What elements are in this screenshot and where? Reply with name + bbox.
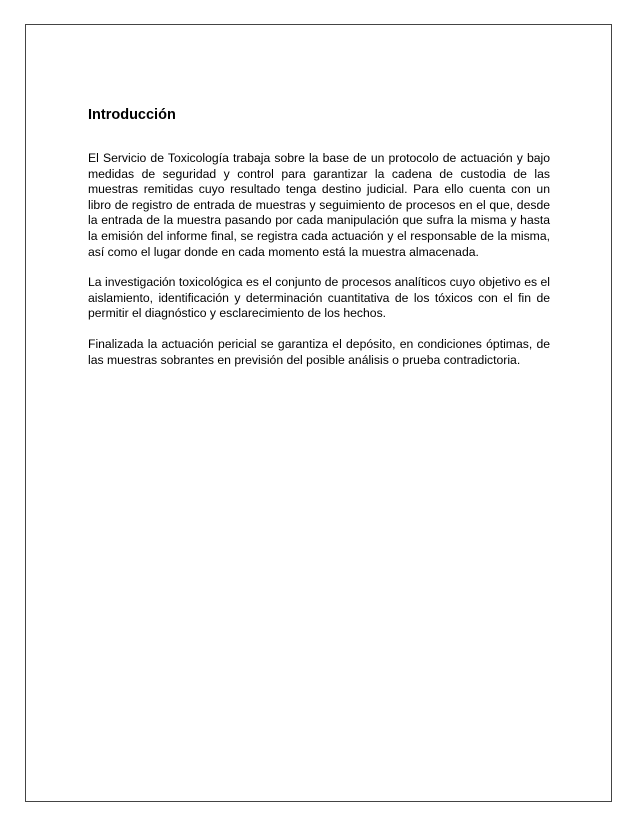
section-heading: Introducción bbox=[88, 107, 176, 123]
paragraph-custody: El Servicio de Toxicología trabaja sobre la base de un protocolo de actuación y bajo medidas de seguridad y control para garantizar la cadena de custodia de las muestras remitidas cuyo resultado tenga destino judicial. Para ello cuenta con un libro de registro de entrada de muestras y seguimiento de procesos en el que, desde la entrada de la muestra pasando por cada manipulación que sufra la misma y hasta la emisión del informe final, se registra cada actuación y el responsable de la misma, así como el lugar donde en cada momento está la muestra almacenada. bbox=[88, 151, 550, 259]
document-body bbox=[88, 106, 550, 383]
paragraph-deposit: Finalizada la actuación pericial se garantiza el depósito, en condiciones óptimas, de las muestras sobrantes en previsión del posible análisis o prueba contradictoria. bbox=[88, 336, 550, 367]
paragraph-investigation: La investigación toxicológica es el conjunto de procesos analíticos cuyo objetivo es el aislamiento, identificación y determinación cuantitativa de los tóxicos con el fin de permitir el diagnóstico y esclarecimiento de los hechos. bbox=[88, 275, 550, 321]
